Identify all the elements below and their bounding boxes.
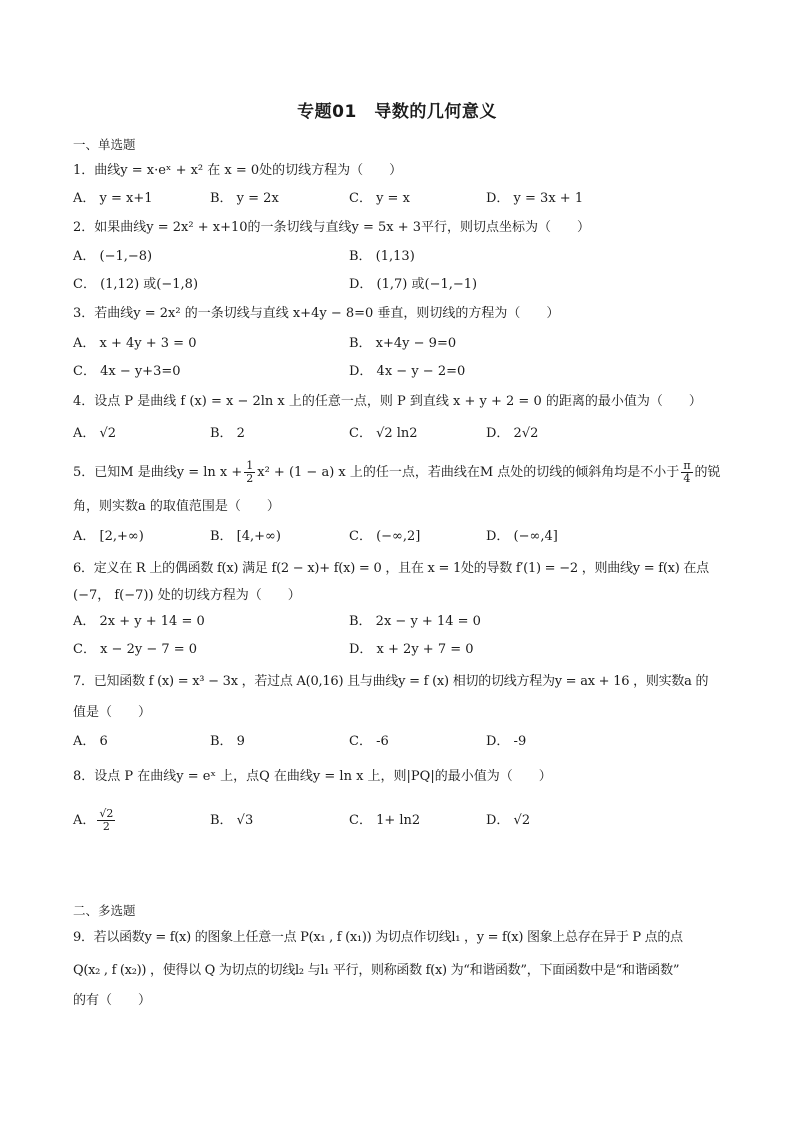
question-5-stem-part-2: x² + (1 − a) x 上的任一点，若曲线在M 点处的切线的倾斜角均是不小于 (257, 465, 680, 480)
question-5-stem-line-2: 角，则实数a 的取值范围是（ ） (73, 499, 280, 514)
question-1-option-b: B． y = 2x (210, 191, 279, 206)
question-4-option-b: B． 2 (210, 426, 245, 441)
fraction-numerator: π (683, 459, 691, 472)
question-3-option-c: C． 4x − y+3=0 (73, 364, 181, 379)
question-3-option-a: A． x + 4y + 3 = 0 (73, 336, 197, 351)
question-6-option-c: C． x − 2y − 7 = 0 (73, 642, 198, 657)
question-4-stem: 4．设点 P 是曲线 f (x) = x − 2ln x 上的任意一点，则 P 到直线 x + y + 2 = 0 的距离的最小值为（ ） (73, 394, 702, 409)
question-1-stem: 1．曲线y = x·eˣ + x² 在 x = 0处的切线方程为（ ） (73, 163, 403, 178)
question-7-option-d: D． -9 (486, 734, 527, 749)
question-4-option-a: A． √2 (73, 426, 117, 441)
question-5-stem-part-1: 5．已知M 是曲线y = ln x + (73, 465, 243, 480)
question-8-option-c: C． 1+ ln2 (349, 813, 421, 828)
question-5-stem-part-3: 的锐 (694, 465, 721, 480)
page-title: 专题01 导数的几何意义 (297, 102, 497, 122)
question-8-stem: 8．设点 P 在曲线y = eˣ 上，点Q 在曲线y = ln x 上，则|PQ|的最小值为（ ） (73, 769, 552, 784)
question-4-option-d: D． 2√2 (486, 426, 539, 441)
question-7-option-c: C． -6 (349, 734, 389, 749)
question-5-option-a: A． [2,+∞) (73, 529, 144, 544)
question-1-option-d: D． y = 3x + 1 (486, 191, 584, 206)
fraction-denominator: 4 (683, 472, 691, 485)
question-7-option-b: B． 9 (210, 734, 245, 749)
question-7-option-a: A． 6 (73, 734, 108, 749)
section-heading-single-choice: 一、单选题 (73, 137, 136, 152)
question-5-stem (73, 458, 723, 488)
question-4-option-c: C． √2 ln2 (349, 426, 418, 441)
question-6-stem-line-2: (−7， f(−7)) 处的切线方程为（ ） (73, 588, 301, 603)
question-2-option-b: B． (1,13) (349, 249, 415, 264)
fraction-sqrt2-over-2 (97, 808, 115, 833)
fraction-numerator: √2 (99, 807, 114, 820)
question-5-option-c: C． (−∞,2] (349, 529, 421, 544)
question-2-option-a: A． (−1,−8) (73, 249, 153, 264)
question-6-stem: 6．定义在 R 上的偶函数 f(x) 满足 f(2 − x)+ f(x) = 0 ，且在 x = 1处的导数 f′(1) = −2 ，则曲线y = f(x) 在点 (73, 561, 709, 576)
question-2-option-c: C． (1,12) 或(−1,8) (73, 277, 199, 292)
question-1-option-c: C． y = x (349, 191, 410, 206)
question-8-option-a (73, 803, 117, 839)
question-9-line-2: Q(x₂ , f (x₂)) ，使得以 Q 为切点的切线l₂ 与l₁ 平行，则称函数 f(x) 为“和谐函数”，下面函数中是“和谐函数” (73, 963, 680, 978)
question-6-option-a: A． 2x + y + 14 = 0 (73, 614, 205, 629)
question-8-option-b: B． √3 (210, 813, 254, 828)
question-6-option-b: B． 2x − y + 14 = 0 (349, 614, 481, 629)
section-heading-multiple-choice: 二、多选题 (73, 903, 136, 918)
question-2-option-d: D． (1,7) 或(−1,−1) (349, 277, 478, 292)
question-9-line-3: 的有（ ） (73, 993, 152, 1008)
question-6-option-d: D． x + 2y + 7 = 0 (349, 642, 474, 657)
question-3-option-b: B． x+4y − 9=0 (349, 336, 457, 351)
question-5-option-b: B． [4,+∞) (210, 529, 281, 544)
fraction-pi-over-four (681, 460, 692, 485)
fraction-one-half (244, 460, 255, 485)
question-8-option-a-label: A． (73, 813, 96, 828)
question-5-option-d: D． (−∞,4] (486, 529, 558, 544)
fraction-denominator: 2 (102, 820, 110, 833)
fraction-denominator: 2 (246, 472, 254, 485)
question-3-stem: 3．若曲线y = 2x² 的一条切线与直线 x+4y − 8=0 垂直，则切线的方程为（ ） (73, 306, 560, 321)
question-1-option-a: A． y = x+1 (73, 191, 153, 206)
fraction-numerator: 1 (246, 459, 254, 472)
question-8-option-d: D． √2 (486, 813, 531, 828)
question-3-option-d: D． 4x − y − 2=0 (349, 364, 466, 379)
question-9-line-1: 9．若以函数y = f(x) 的图象上任意一点 P(x₁ , f (x₁)) 为切点作切线l₁ ，y = f(x) 图象上总存在异于 P 点的点 (73, 930, 683, 945)
question-7-stem-line-2: 值是（ ） (73, 705, 152, 720)
question-7-stem: 7．已知函数 f (x) = x³ − 3x ，若过点 A(0,16) 且与曲线y = f (x) 相切的切线方程为y = ax + 16 ，则实数a 的 (73, 674, 709, 689)
question-2-stem: 2．如果曲线y = 2x² + x+10的一条切线与直线y = 5x + 3平行，则切点坐标为（ ） (73, 220, 591, 235)
